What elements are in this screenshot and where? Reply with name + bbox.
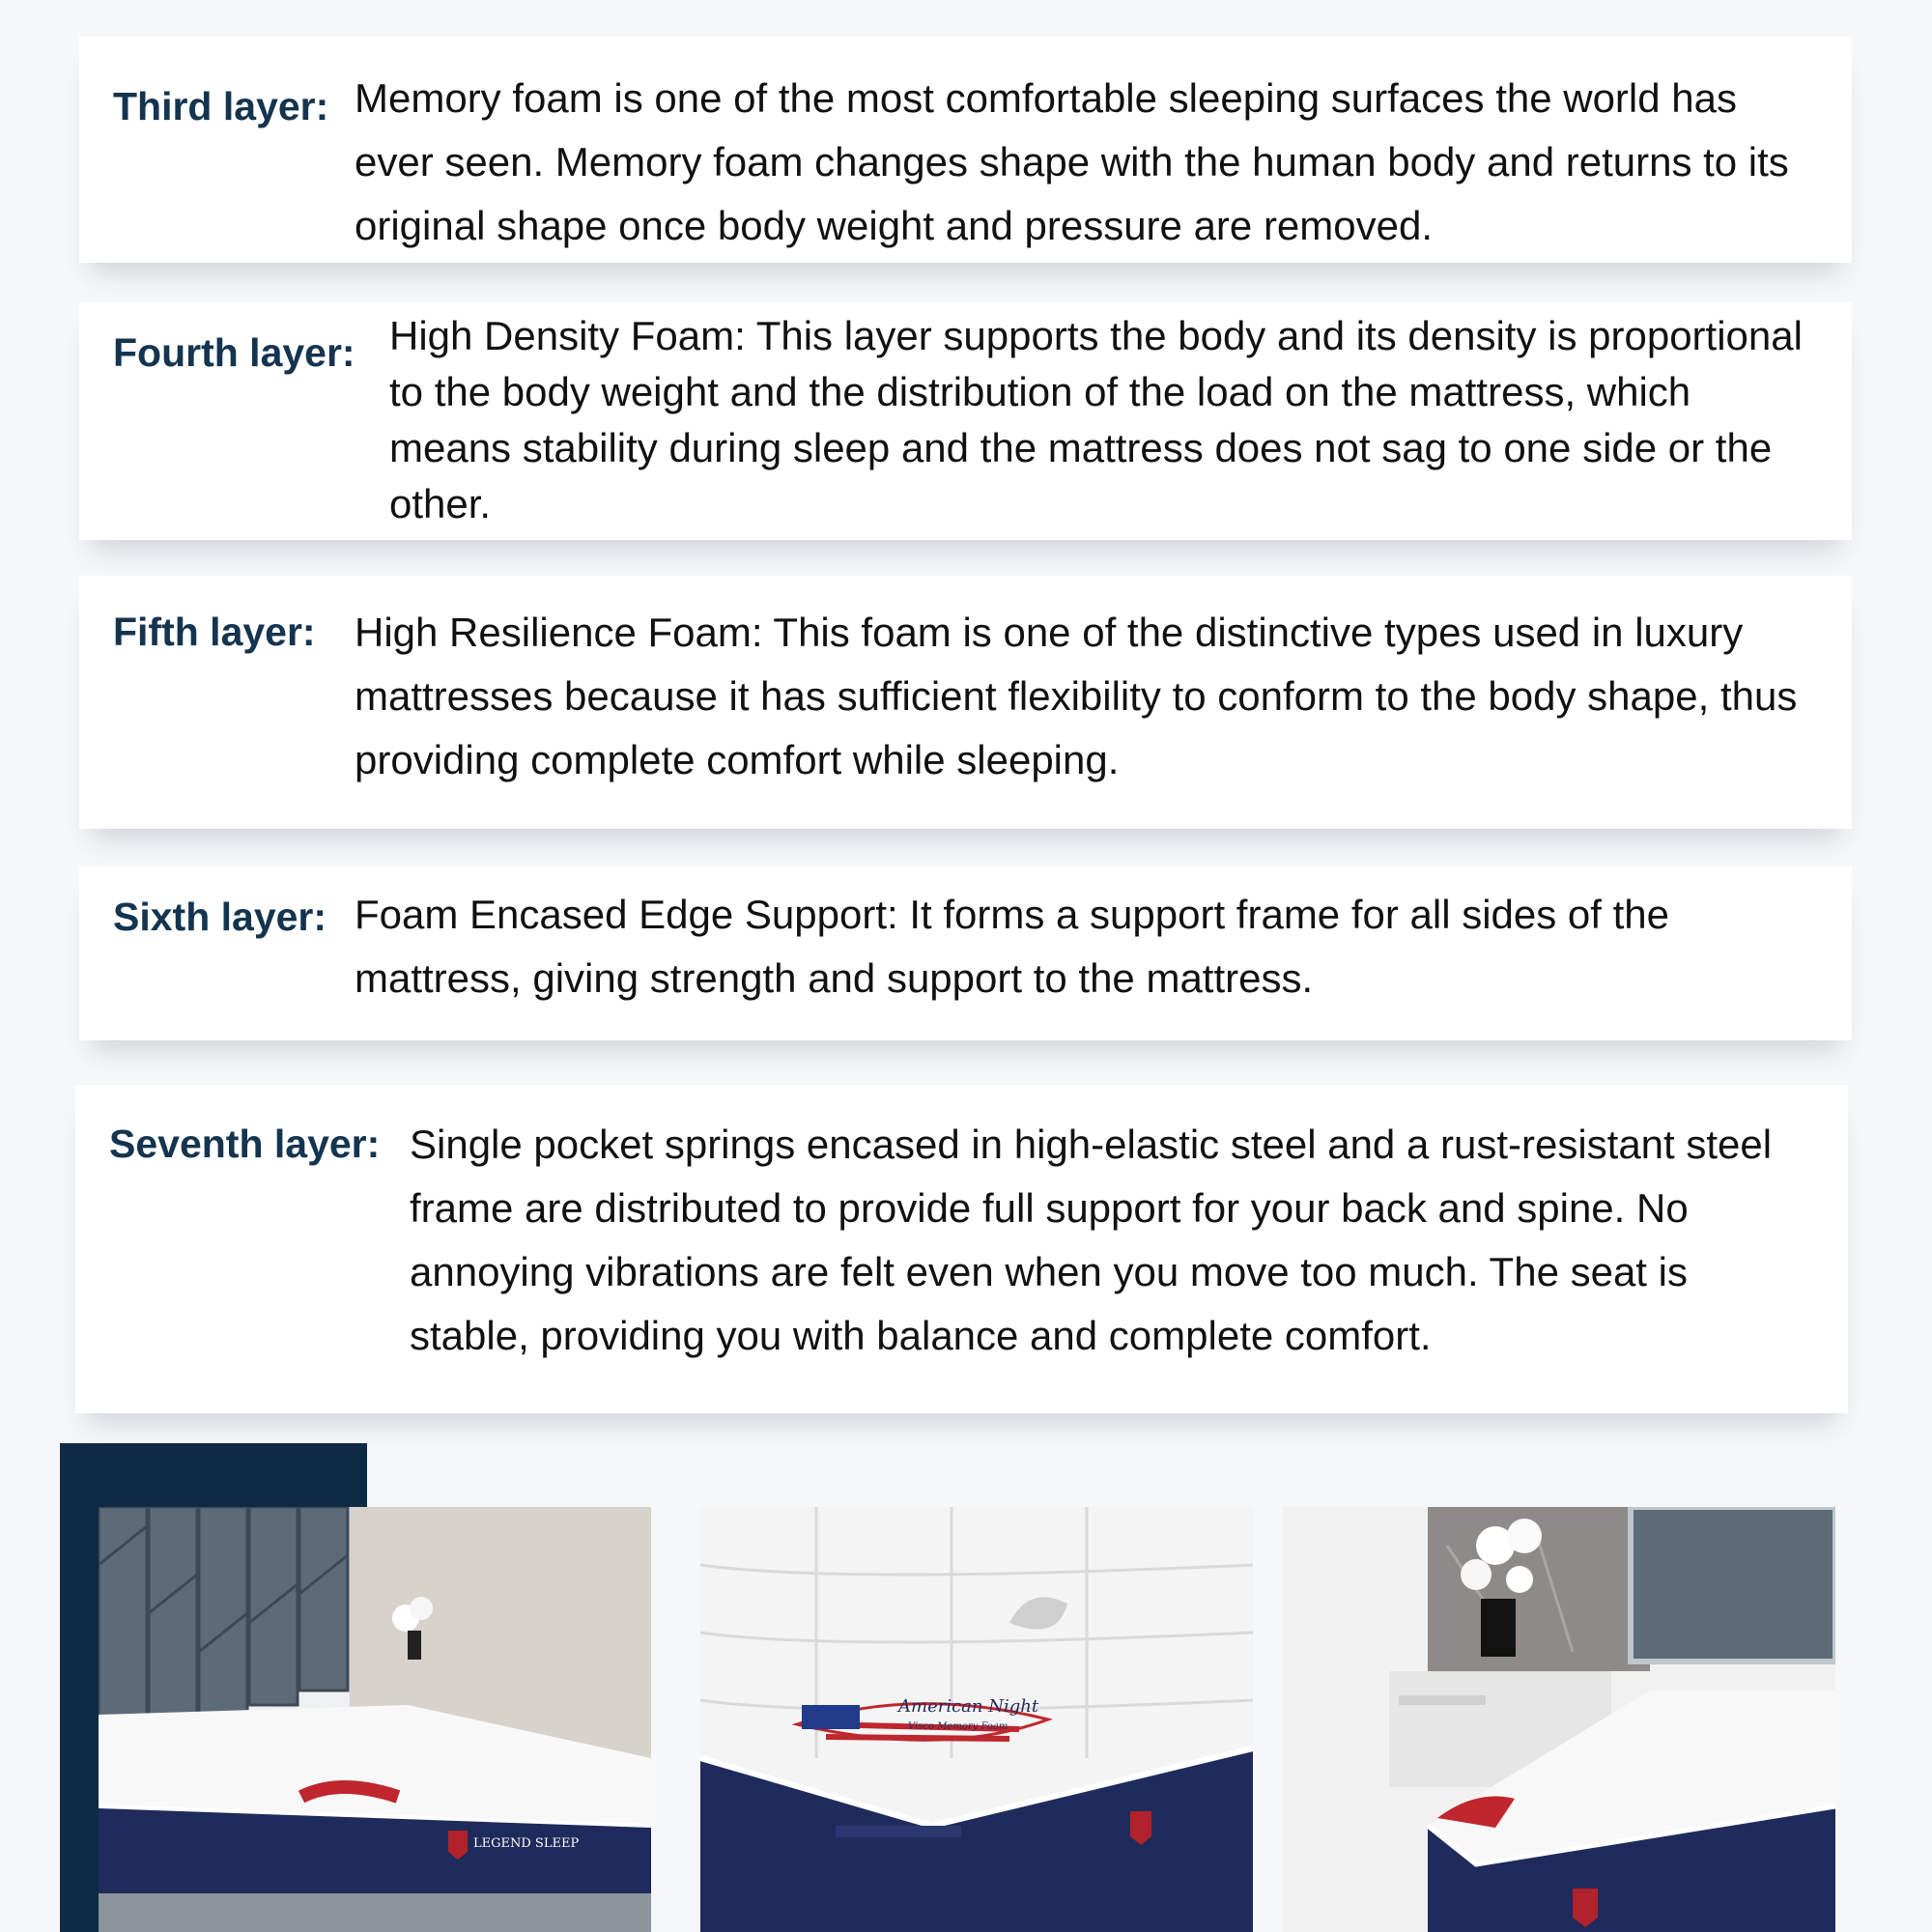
- layer-description: Memory foam is one of the most comfortable sleeping surfaces the world has ever seen. Memory foam changes shape with the human body and returns to its original shape once body weight and pressure are removed.: [355, 75, 1789, 248]
- badge-sub-label: Visco Memory Foam: [908, 1721, 1009, 1732]
- layer-description: Single pocket springs encased in high-elastic steel and a rust-resistant steel frame are distributed to provide full support for your back and spine. No annoying vibrations are felt even when you move too much. The seat is stable, providing you with balance and complete comfort.: [410, 1122, 1773, 1358]
- layer-label: Fifth layer:: [113, 610, 316, 654]
- layer-card-third: [79, 37, 1852, 263]
- layer-card-fourth: [79, 302, 1852, 540]
- layer-card-sixth: [79, 867, 1852, 1040]
- layer-description: Foam Encased Edge Support: It forms a support frame for all sides of the mattress, giving strength and support to the mattress.: [355, 892, 1670, 1001]
- mattress-photo-closeup: [700, 1507, 1253, 1932]
- layer-card-fifth: [79, 576, 1852, 829]
- layer-description: High Resilience Foam: This foam is one of the distinctive types used in luxury mattresses because it has sufficient flexibility to conform to the body shape, thus providing complete comfort while sleeping.: [355, 610, 1798, 782]
- mattress-photo-bedroom: [1283, 1507, 1835, 1932]
- layer-card-seventh: [75, 1085, 1848, 1413]
- brand-label: LEGEND SLEEP: [473, 1836, 580, 1851]
- badge-script-label: American Night: [898, 1696, 1039, 1717]
- layer-label: Sixth layer:: [113, 895, 327, 939]
- layer-label: Seventh layer:: [109, 1122, 381, 1166]
- mattress-photo-bed-headboard: [99, 1507, 651, 1932]
- layer-label: Third layer:: [113, 84, 329, 128]
- layer-description: High Density Foam: This layer supports the body and its density is proportional to the body weight and the distribution of the load on the mattress, which means stability during sleep and the mattress does not sag to one side or the other.: [389, 313, 1803, 526]
- layer-label: Fourth layer:: [113, 330, 355, 375]
